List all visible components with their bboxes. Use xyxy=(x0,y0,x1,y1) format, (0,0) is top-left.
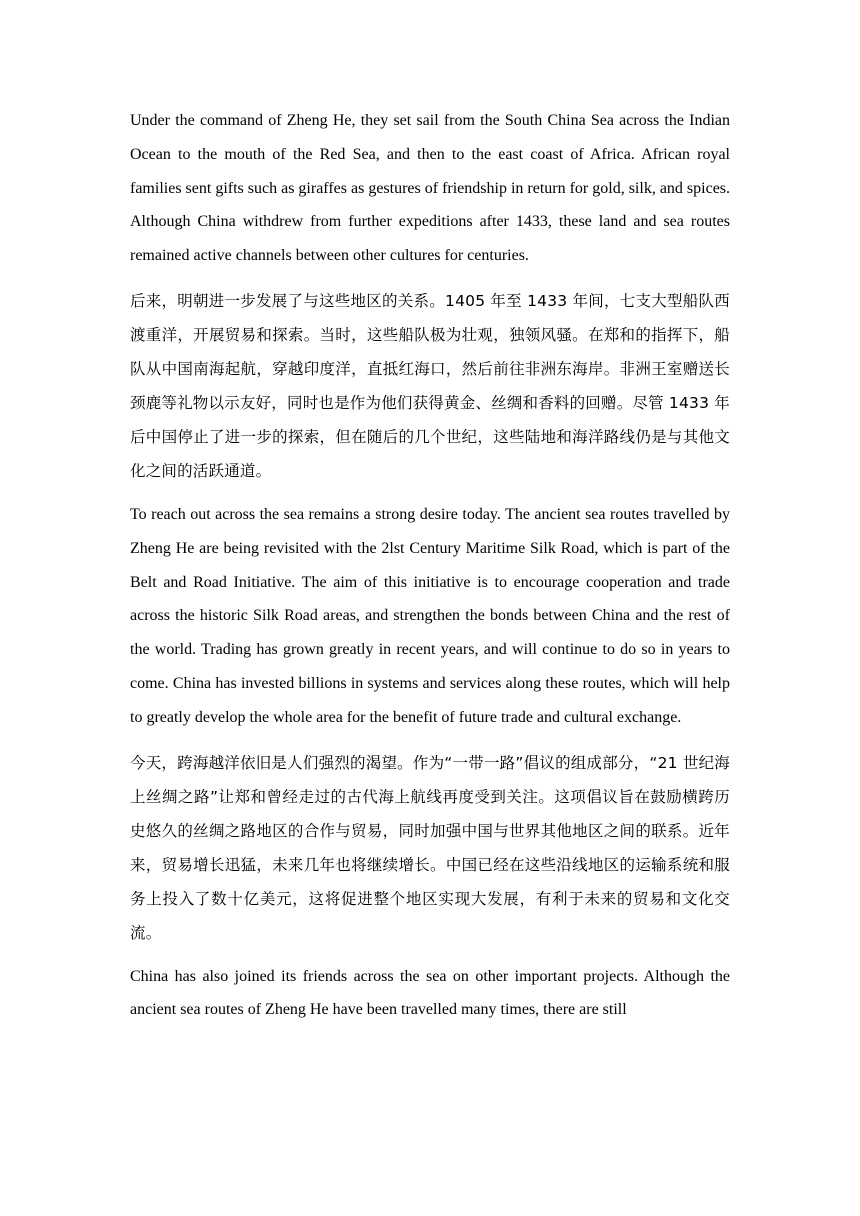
paragraph-en-other-projects: China has also joined its friends across the sea on other important projects. Although the ancient sea routes of Zheng He have been travelled many times, there are still xyxy=(130,967,730,1019)
paragraph-en-maritime-silk-road: To reach out across the sea remains a strong desire today. The ancient sea routes travelled by Zheng He are being revisited with the 2lst Century Maritime Silk Road, which is part of the Belt and Road Initiative. The aim of this initiative is to encourage cooperation and trade across the historic Silk Road areas, and strengthen the bonds between China and the rest of the world. Trading has grown greatly in recent years, and will continue to do so in years to come. China has invested billions in systems and services along these routes, which will help to greatly develop the whole area for the benefit of future trade and cultural exchange. xyxy=(130,505,730,726)
paragraph-zh-ming-dynasty: 后来，明朝进一步发展了与这些地区的关系。1405 年至 1433 年间，七支大型船队西渡重洋，开展贸易和探索。当时，这些船队极为壮观，独领风骚。在郑和的指挥下，船队从中国南海起航，穿越印度洋，直抵红海口，然后前往非洲东海岸。非洲王室赠送长颈鹿等礼物以示友好，同时也是作为他们获得黄金、丝绸和香料的回赠。尽管 1433 年后中国停止了进一步的探索，但在随后的几个世纪，这些陆地和海洋路线仍是与其他文化之间的活跃通道。 xyxy=(130,291,731,480)
paragraph-en-zheng-he-voyage: Under the command of Zheng He, they set sail from the South China Sea across the Indian Ocean to the mouth of the Red Sea, and then to the east coast of Africa. African royal families sent gifts such as giraffes as gestures of friendship in return for gold, silk, and spices. Although China withdrew from further expeditions after 1433, these land and sea routes remained active channels between other cultures for centuries. xyxy=(130,112,731,265)
paragraph-zh-belt-and-road: 今天，跨海越洋依旧是人们强烈的渴望。作为“一带一路”倡议的组成部分，“21 世纪海上丝绸之路”让郑和曾经走过的古代海上航线再度受到关注。这项倡议旨在鼓励横跨历史悠久的丝绸之路地区的合作与贸易，同时加强中国与世界其他地区之间的联系。近年来，贸易增长迅猛，未来几年也将继续增长。中国已经在这些沿线地区的运输系统和服务上投入了数十亿美元，这将促进整个地区实现大发展，有利于未来的贸易和文化交流。 xyxy=(130,753,730,942)
document-page xyxy=(130,104,730,1038)
